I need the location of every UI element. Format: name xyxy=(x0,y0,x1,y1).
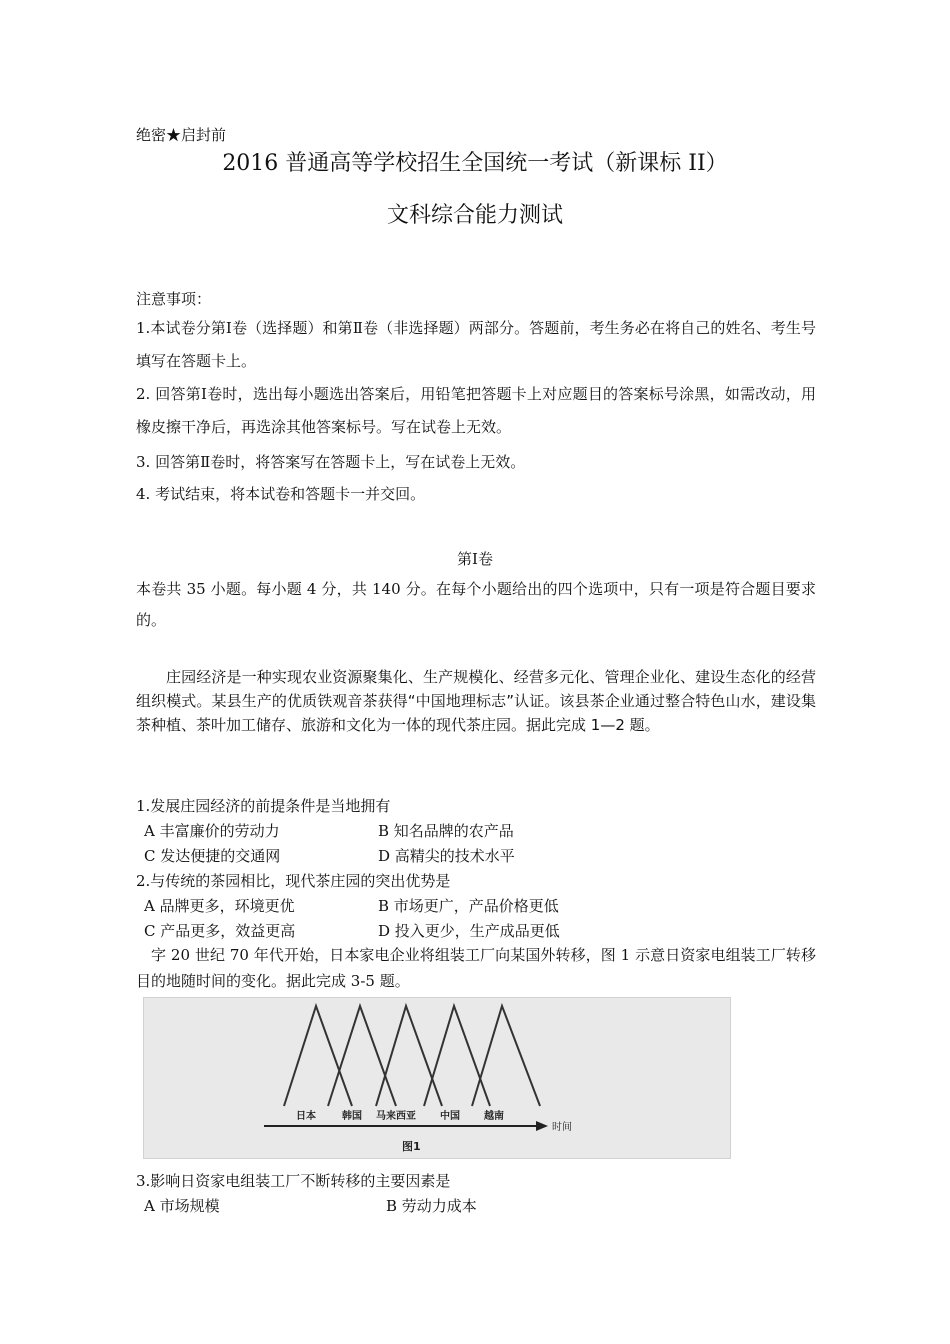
peak-malaysia xyxy=(376,1006,442,1106)
q2-stem: 2.与传统的茶园相比，现代茶庄园的突出优势是 xyxy=(136,872,451,890)
axis-label-time: 时间 xyxy=(552,1122,572,1133)
q2-option-d: D 投入更少，生产成品更低 xyxy=(378,922,560,940)
q3-option-b: B 劳动力成本 xyxy=(386,1197,477,1215)
label-korea: 韩国 xyxy=(342,1111,362,1122)
section-title: 第Ⅰ卷 xyxy=(457,550,493,568)
time-axis-arrow xyxy=(536,1121,548,1131)
q2-option-b: B 市场更广，产品价格更低 xyxy=(378,897,559,915)
notice-item-4: 4. 考试结束，将本试卷和答题卡一并交回。 xyxy=(136,485,426,503)
figure-caption: 图1 xyxy=(402,1140,421,1153)
label-japan: 日本 xyxy=(296,1111,316,1122)
q1-stem: 1.发展庄园经济的前提条件是当地拥有 xyxy=(136,797,391,815)
passage-1: 庄园经济是一种实现农业资源聚集化、生产规模化、经营多元化、管理企业化、建设生态化的经营组织模式。某县生产的优质铁观音茶获得“中国地理标志”认证。该县茶企业通过整合特色山水，建设集茶种植、茶叶加工储存、旅游和文化为一体的现代茶庄园。据此完成 1—2 题。 xyxy=(136,668,816,734)
passage-2: 字 20 世纪 70 年代开始，日本家电企业将组装工厂向某国外转移，图 1 示意日资家电组装工厂转移目的地随时间的变化。据此完成 3-5 题。 xyxy=(136,946,816,990)
peak-korea xyxy=(328,1006,396,1106)
q3-option-a: A 市场规模 xyxy=(144,1197,220,1215)
figure-1-diagram xyxy=(144,998,730,1158)
notice-item-3: 3. 回答第Ⅱ卷时，将答案写在答题卡上，写在试卷上无效。 xyxy=(136,453,526,471)
notice-item-1: 1.本试卷分第Ⅰ卷（选择题）和第Ⅱ卷（非选择题）两部分。答题前，考生务必在将自己的姓名、考生号填写在答题卡上。 xyxy=(136,319,816,370)
transfer-peaks xyxy=(284,1006,540,1106)
peak-china xyxy=(424,1006,490,1106)
label-malaysia: 马来西亚 xyxy=(376,1111,416,1122)
peak-vietnam xyxy=(472,1006,540,1106)
q1-option-b: B 知名品牌的农产品 xyxy=(378,822,514,840)
q1-option-d: D 高精尖的技术水平 xyxy=(378,847,515,865)
q3-stem: 3.影响日资家电组装工厂不断转移的主要因素是 xyxy=(136,1172,451,1190)
notice-item-2: 2. 回答第Ⅰ卷时，选出每小题选出答案后，用铅笔把答题卡上对应题目的答案标号涂黑，如需改动，用橡皮擦干净后，再选涂其他答案标号。写在试卷上无效。 xyxy=(136,385,816,436)
label-vietnam: 越南 xyxy=(484,1111,504,1122)
q2-option-c: C 产品更多，效益更高 xyxy=(144,922,296,940)
exam-subtitle: 文科综合能力测试 xyxy=(386,203,563,228)
section-intro: 本卷共 35 小题。每小题 4 分，共 140 分。在每个小题给出的四个选项中，只有一项是符合题目要求的。 xyxy=(136,580,816,629)
peak-japan xyxy=(284,1006,352,1106)
notice-heading: 注意事项： xyxy=(136,290,212,308)
q1-option-c: C 发达便捷的交通网 xyxy=(144,847,281,865)
figure-1 xyxy=(143,997,731,1159)
exam-title: 2016 普通高等学校招生全国统一考试（新课标 II） xyxy=(222,151,728,176)
q2-option-a: A 品牌更多，环境更优 xyxy=(144,897,295,915)
q1-option-a: A 丰富廉价的劳动力 xyxy=(144,822,280,840)
label-china: 中国 xyxy=(440,1111,460,1122)
secret-mark: 绝密★启封前 xyxy=(136,126,227,144)
